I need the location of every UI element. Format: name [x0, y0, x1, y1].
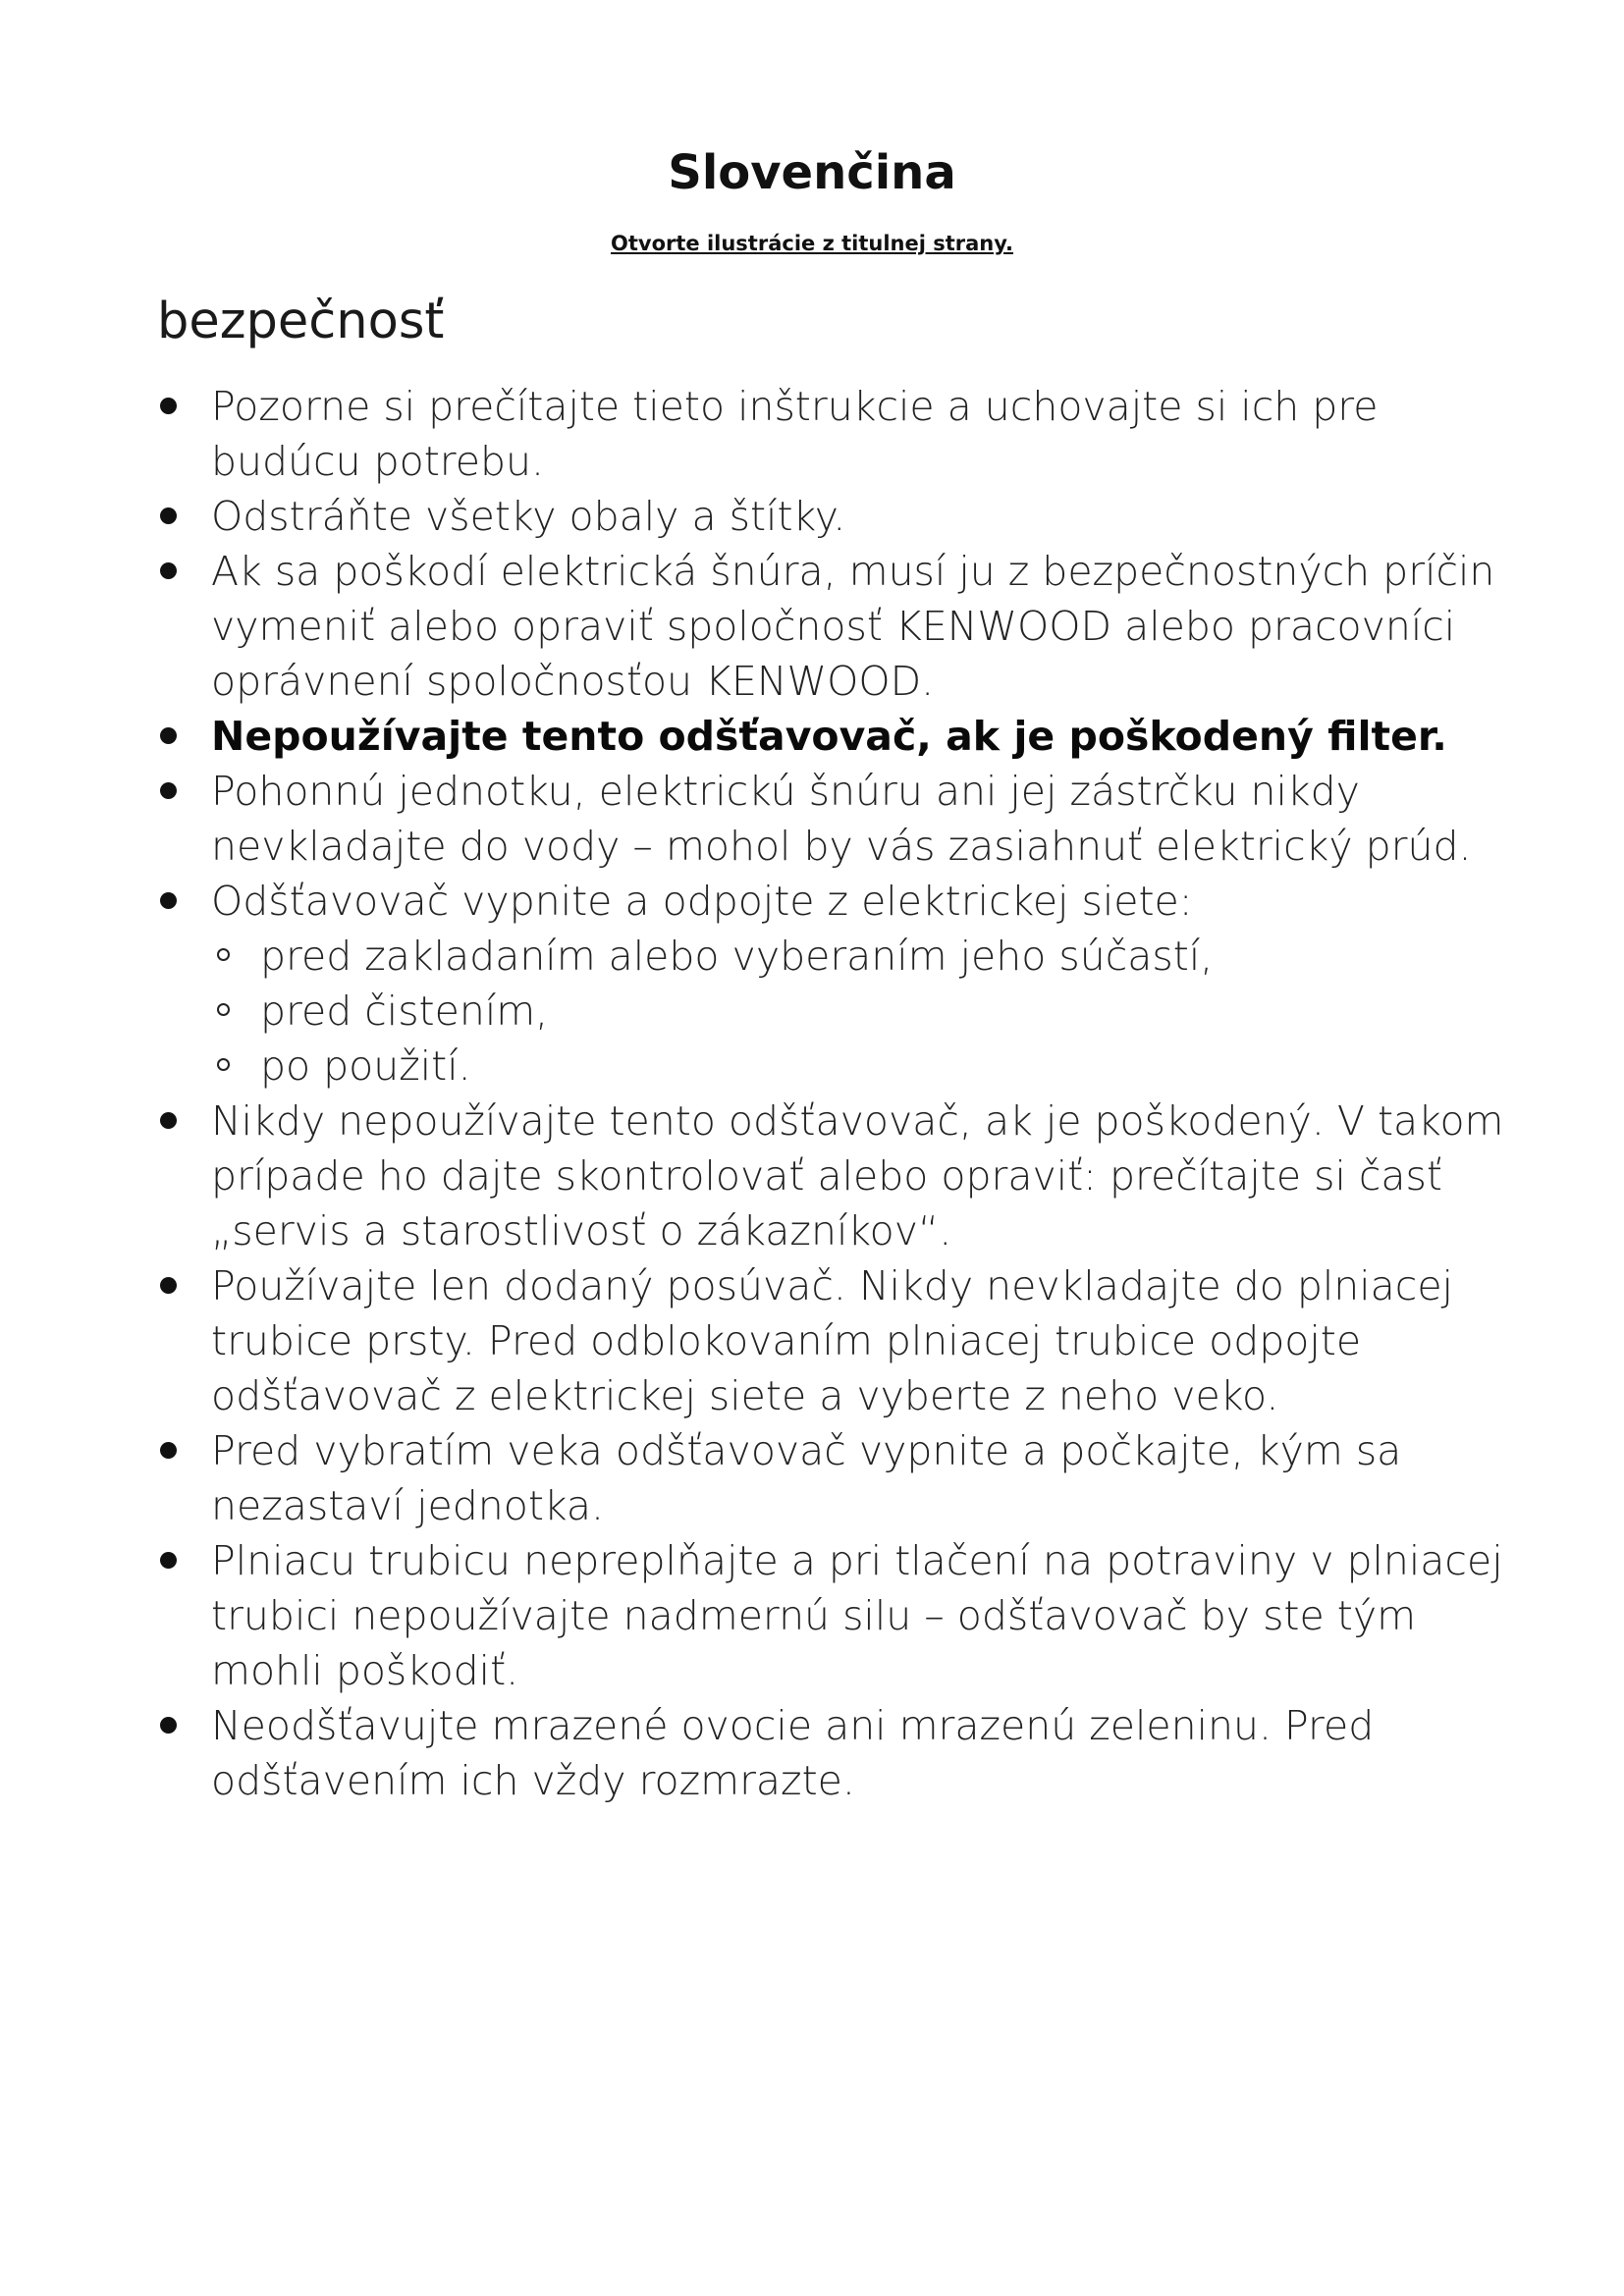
list-item: [211, 1533, 1527, 1698]
list-item: [211, 1258, 1527, 1423]
list-item-bold: [211, 709, 1527, 764]
circle-bullet-icon: [217, 1003, 230, 1016]
sublist-item: [260, 929, 1527, 984]
list-item-text: Odšťavovač vypnite a odpojte z elektrickej siete:: [211, 878, 1193, 925]
list-item-text: Pozorne si prečítajte tieto inštrukcie a uchovajte si ich pre budúcu potrebu.: [211, 383, 1379, 485]
bullet-icon: [160, 1112, 177, 1129]
circle-bullet-icon: [217, 948, 230, 961]
bullet-icon: [160, 1717, 177, 1734]
page-subtitle: Otvorte ilustrácie z titulnej strany.: [611, 232, 1013, 255]
list-item-text: Používajte len dodaný posúvač. Nikdy nevkladajte do plniacej trubice prsty. Pred odblokovaním plniacej trubice odpojte odšťavovač z elektrickej siete a vyberte z neho veko.: [211, 1262, 1453, 1419]
list-item-text: Nikdy nepoužívajte tento odšťavovač, ak je poškodený. V takom prípade ho dajte skontrolovať alebo opraviť: prečítajte si časť „servis a starostlivosť o zákazníkov“.: [211, 1097, 1504, 1255]
list-item-text: Ak sa poškodí elektrická šnúra, musí ju z bezpečnostných príčin vymeniť alebo opraviť spoločnosť KENWOOD alebo pracovníci oprávnení spoločnosťou KENWOOD.: [211, 548, 1495, 705]
sublist-item: [260, 984, 1527, 1039]
sublist-item-text: po použití.: [260, 1042, 471, 1090]
list-item-text: Plniacu trubicu nepreplňajte a pri tlačení na potraviny v plniacej trubici nepoužívajte nadmernú silu – odšťavovač by ste tým mohli poškodiť.: [211, 1537, 1503, 1694]
page-title: Slovenčina: [668, 145, 956, 200]
list-item: [211, 1698, 1527, 1808]
bullet-icon: [160, 1277, 177, 1294]
bullet-icon: [160, 398, 177, 414]
bullet-icon: [160, 562, 177, 579]
list-item-text: Odstráňte všetky obaly a štítky.: [211, 493, 846, 540]
list-item: [211, 874, 1527, 1094]
sublist-item: [260, 1039, 1527, 1094]
list-item: [211, 1423, 1527, 1533]
list-item: [211, 544, 1527, 709]
section-heading: bezpečnosť: [157, 293, 445, 350]
bullet-icon: [160, 782, 177, 799]
bullet-icon: [160, 892, 177, 909]
sublist-item-text: pred čistením,: [260, 988, 549, 1035]
circle-bullet-icon: [217, 1058, 230, 1071]
list-item-text: Pred vybratím veka odšťavovač vypnite a počkajte, kým sa nezastaví jednotka.: [211, 1427, 1402, 1529]
bullet-icon: [160, 1442, 177, 1459]
list-item-text: Neodšťavujte mrazené ovocie ani mrazenú zeleninu. Pred odšťavením ich vždy rozmrazte.: [211, 1702, 1375, 1804]
sublist-item-text: pred zakladaním alebo vyberaním jeho súčastí,: [260, 933, 1214, 980]
safety-list: [211, 379, 1527, 1808]
list-item: [211, 1094, 1527, 1258]
list-item: [211, 764, 1527, 874]
list-item-text: Pohonnú jednotku, elektrickú šnúru ani jej zástrčku nikdy nevkladajte do vody – mohol by vás zasiahnuť elektrický prúd.: [211, 768, 1472, 870]
bullet-icon: [160, 727, 177, 744]
list-item: [211, 489, 1527, 544]
bullet-icon: [160, 507, 177, 524]
bullet-icon: [160, 1552, 177, 1569]
list-item: [211, 379, 1527, 489]
sublist: [211, 929, 1527, 1094]
list-item-text: Nepoužívajte tento odšťavovač, ak je poškodený filter.: [211, 713, 1447, 760]
